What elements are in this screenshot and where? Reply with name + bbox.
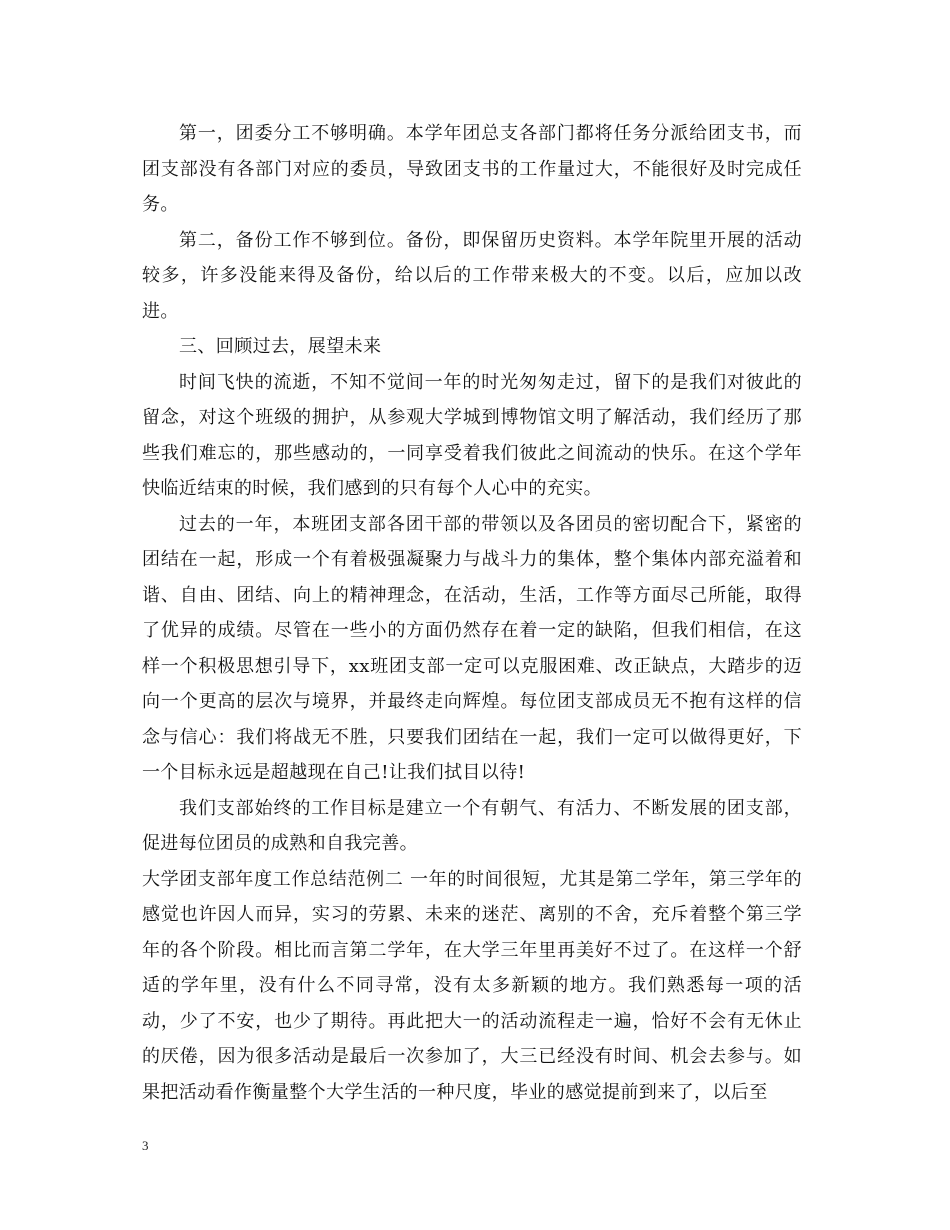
document-body xyxy=(142,116,802,1110)
section-heading-3: 三、回顾过去，展望未来 xyxy=(179,336,382,357)
paragraph-7 xyxy=(142,862,802,1111)
paragraph-5: 过去的一年，本班团支部各团干部的带领以及各团员的密切配合下，紧密的团结在一起，形成一个有着极强凝聚力与战斗力的集体，整个集体内部充溢着和谐、自由、团结、向上的精神理念，在活动，生活，工作等方面尽己所能，取得了优异的成绩。尽管在一些小的方面仍然存在着一定的缺陷，但我们相信，在这样一个积极思想引导下，xx班团支部一定可以克服困难、改正缺点，大踏步的迈向一个更高的层次与境界，并最终走向辉煌。每位团支部成员无不抱有这样的信念与信心：我们将战无不胜，只要我们团结在一起，我们一定可以做得更好，下一个目标永远是超越现在自己!让我们拭目以待! xyxy=(142,513,802,783)
paragraph-2: 第二，备份工作不够到位。备份，即保留历史资料。本学年院里开展的活动较多，许多没能来得及备份，给以后的工作带来极大的不变。以后，应加以改进。 xyxy=(142,229,802,322)
paragraph-6: 我们支部始终的工作目标是建立一个有朝气、有活力、不断发展的团支部，促进每位团员的成熟和自我完善。 xyxy=(142,797,802,854)
page-number: 3 xyxy=(142,1138,149,1153)
section-title-inline: 大学团支部年度工作总结范例二 xyxy=(142,868,404,890)
paragraph-1: 第一，团委分工不够明确。本学年团总支各部门都将任务分派给团支书，而团支部没有各部门对应的委员，导致团支书的工作量过大，不能很好及时完成任务。 xyxy=(142,123,802,215)
section-body-text: 一年的时间很短，尤其是第二学年，第三学年的感觉也许因人而异，实习的劳累、未来的迷茫、离别的不舍，充斥着整个第三学年的各个阶段。相比而言第二学年，在大学三年里再美好不过了。在这样一个舒适的学年里，没有什么不同寻常，没有太多新颖的地方。我们熟悉每一项的活动，少了不安，也少了期待。再此把大一的活动流程走一遍，恰好不会有无休止的厌倦，因为很多活动是最后一次参加了，大三已经没有时间、机会去参与。如果把活动看作衡量整个大学生活的一种尺度，毕业的感觉提前到来了，以后至 xyxy=(142,868,802,1103)
paragraph-4: 时间飞快的流逝，不知不觉间一年的时光匆匆走过，留下的是我们对彼此的留念，对这个班级的拥护，从参观大学城到博物馆文明了解活动，我们经历了那些我们难忘的，那些感动的，一同享受着我们彼此之间流动的快乐。在这个学年快临近结束的时候，我们感到的只有每个人心中的充实。 xyxy=(142,371,802,499)
